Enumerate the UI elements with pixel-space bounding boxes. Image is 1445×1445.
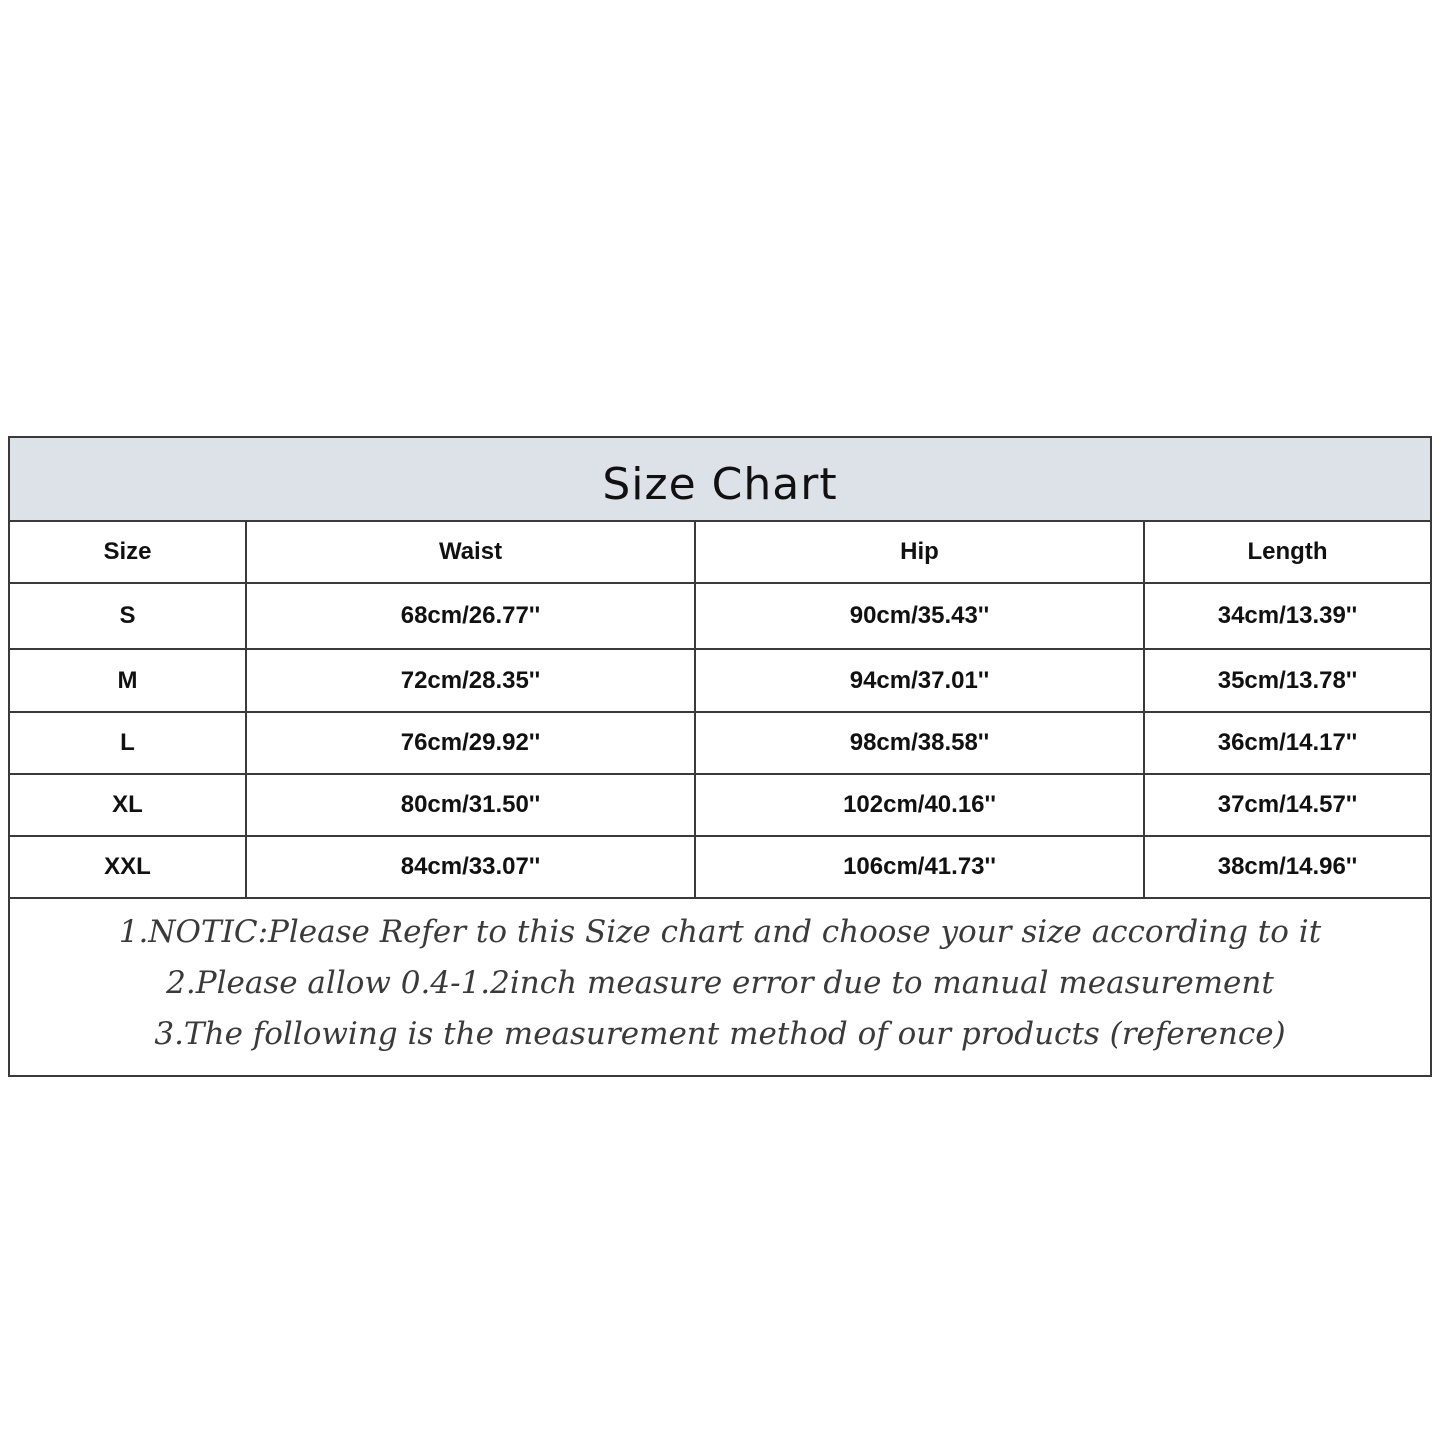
header-row: [10, 522, 1430, 583]
header-size: Size: [10, 522, 246, 583]
size-cell: L: [10, 712, 246, 774]
notes-section: [10, 899, 1430, 1075]
waist-cell: 76cm/29.92'': [246, 712, 695, 774]
size-cell: XXL: [10, 836, 246, 898]
size-chart: [8, 436, 1432, 1077]
waist-cell: 84cm/33.07'': [246, 836, 695, 898]
hip-cell: 98cm/38.58'': [695, 712, 1144, 774]
note-line: 1.NOTIC:Please Refer to this Size chart and choose your size according to it: [118, 914, 1322, 950]
size-cell: M: [10, 649, 246, 712]
length-cell: 35cm/13.78'': [1144, 649, 1430, 712]
hip-cell: 90cm/35.43'': [695, 583, 1144, 649]
header-waist: Waist: [246, 522, 695, 583]
size-cell: S: [10, 583, 246, 649]
length-cell: 37cm/14.57'': [1144, 774, 1430, 836]
note-line: 3.The following is the measurement method of our products (reference): [154, 1016, 1286, 1052]
table-row: [10, 774, 1430, 836]
hip-cell: 94cm/37.01'': [695, 649, 1144, 712]
header-hip: Hip: [695, 522, 1144, 583]
note-line: 2.Please allow 0.4-1.2inch measure error due to manual measurement: [166, 965, 1274, 1001]
length-cell: 36cm/14.17'': [1144, 712, 1430, 774]
header-length: Length: [1144, 522, 1430, 583]
table-row: [10, 649, 1430, 712]
table-row: [10, 583, 1430, 649]
size-cell: XL: [10, 774, 246, 836]
table-row: [10, 712, 1430, 774]
hip-cell: 102cm/40.16'': [695, 774, 1144, 836]
hip-cell: 106cm/41.73'': [695, 836, 1144, 898]
size-table: [10, 522, 1430, 899]
table-row: [10, 836, 1430, 898]
waist-cell: 68cm/26.77'': [246, 583, 695, 649]
chart-title: Size Chart: [10, 438, 1430, 522]
length-cell: 34cm/13.39'': [1144, 583, 1430, 649]
waist-cell: 80cm/31.50'': [246, 774, 695, 836]
waist-cell: 72cm/28.35'': [246, 649, 695, 712]
length-cell: 38cm/14.96'': [1144, 836, 1430, 898]
